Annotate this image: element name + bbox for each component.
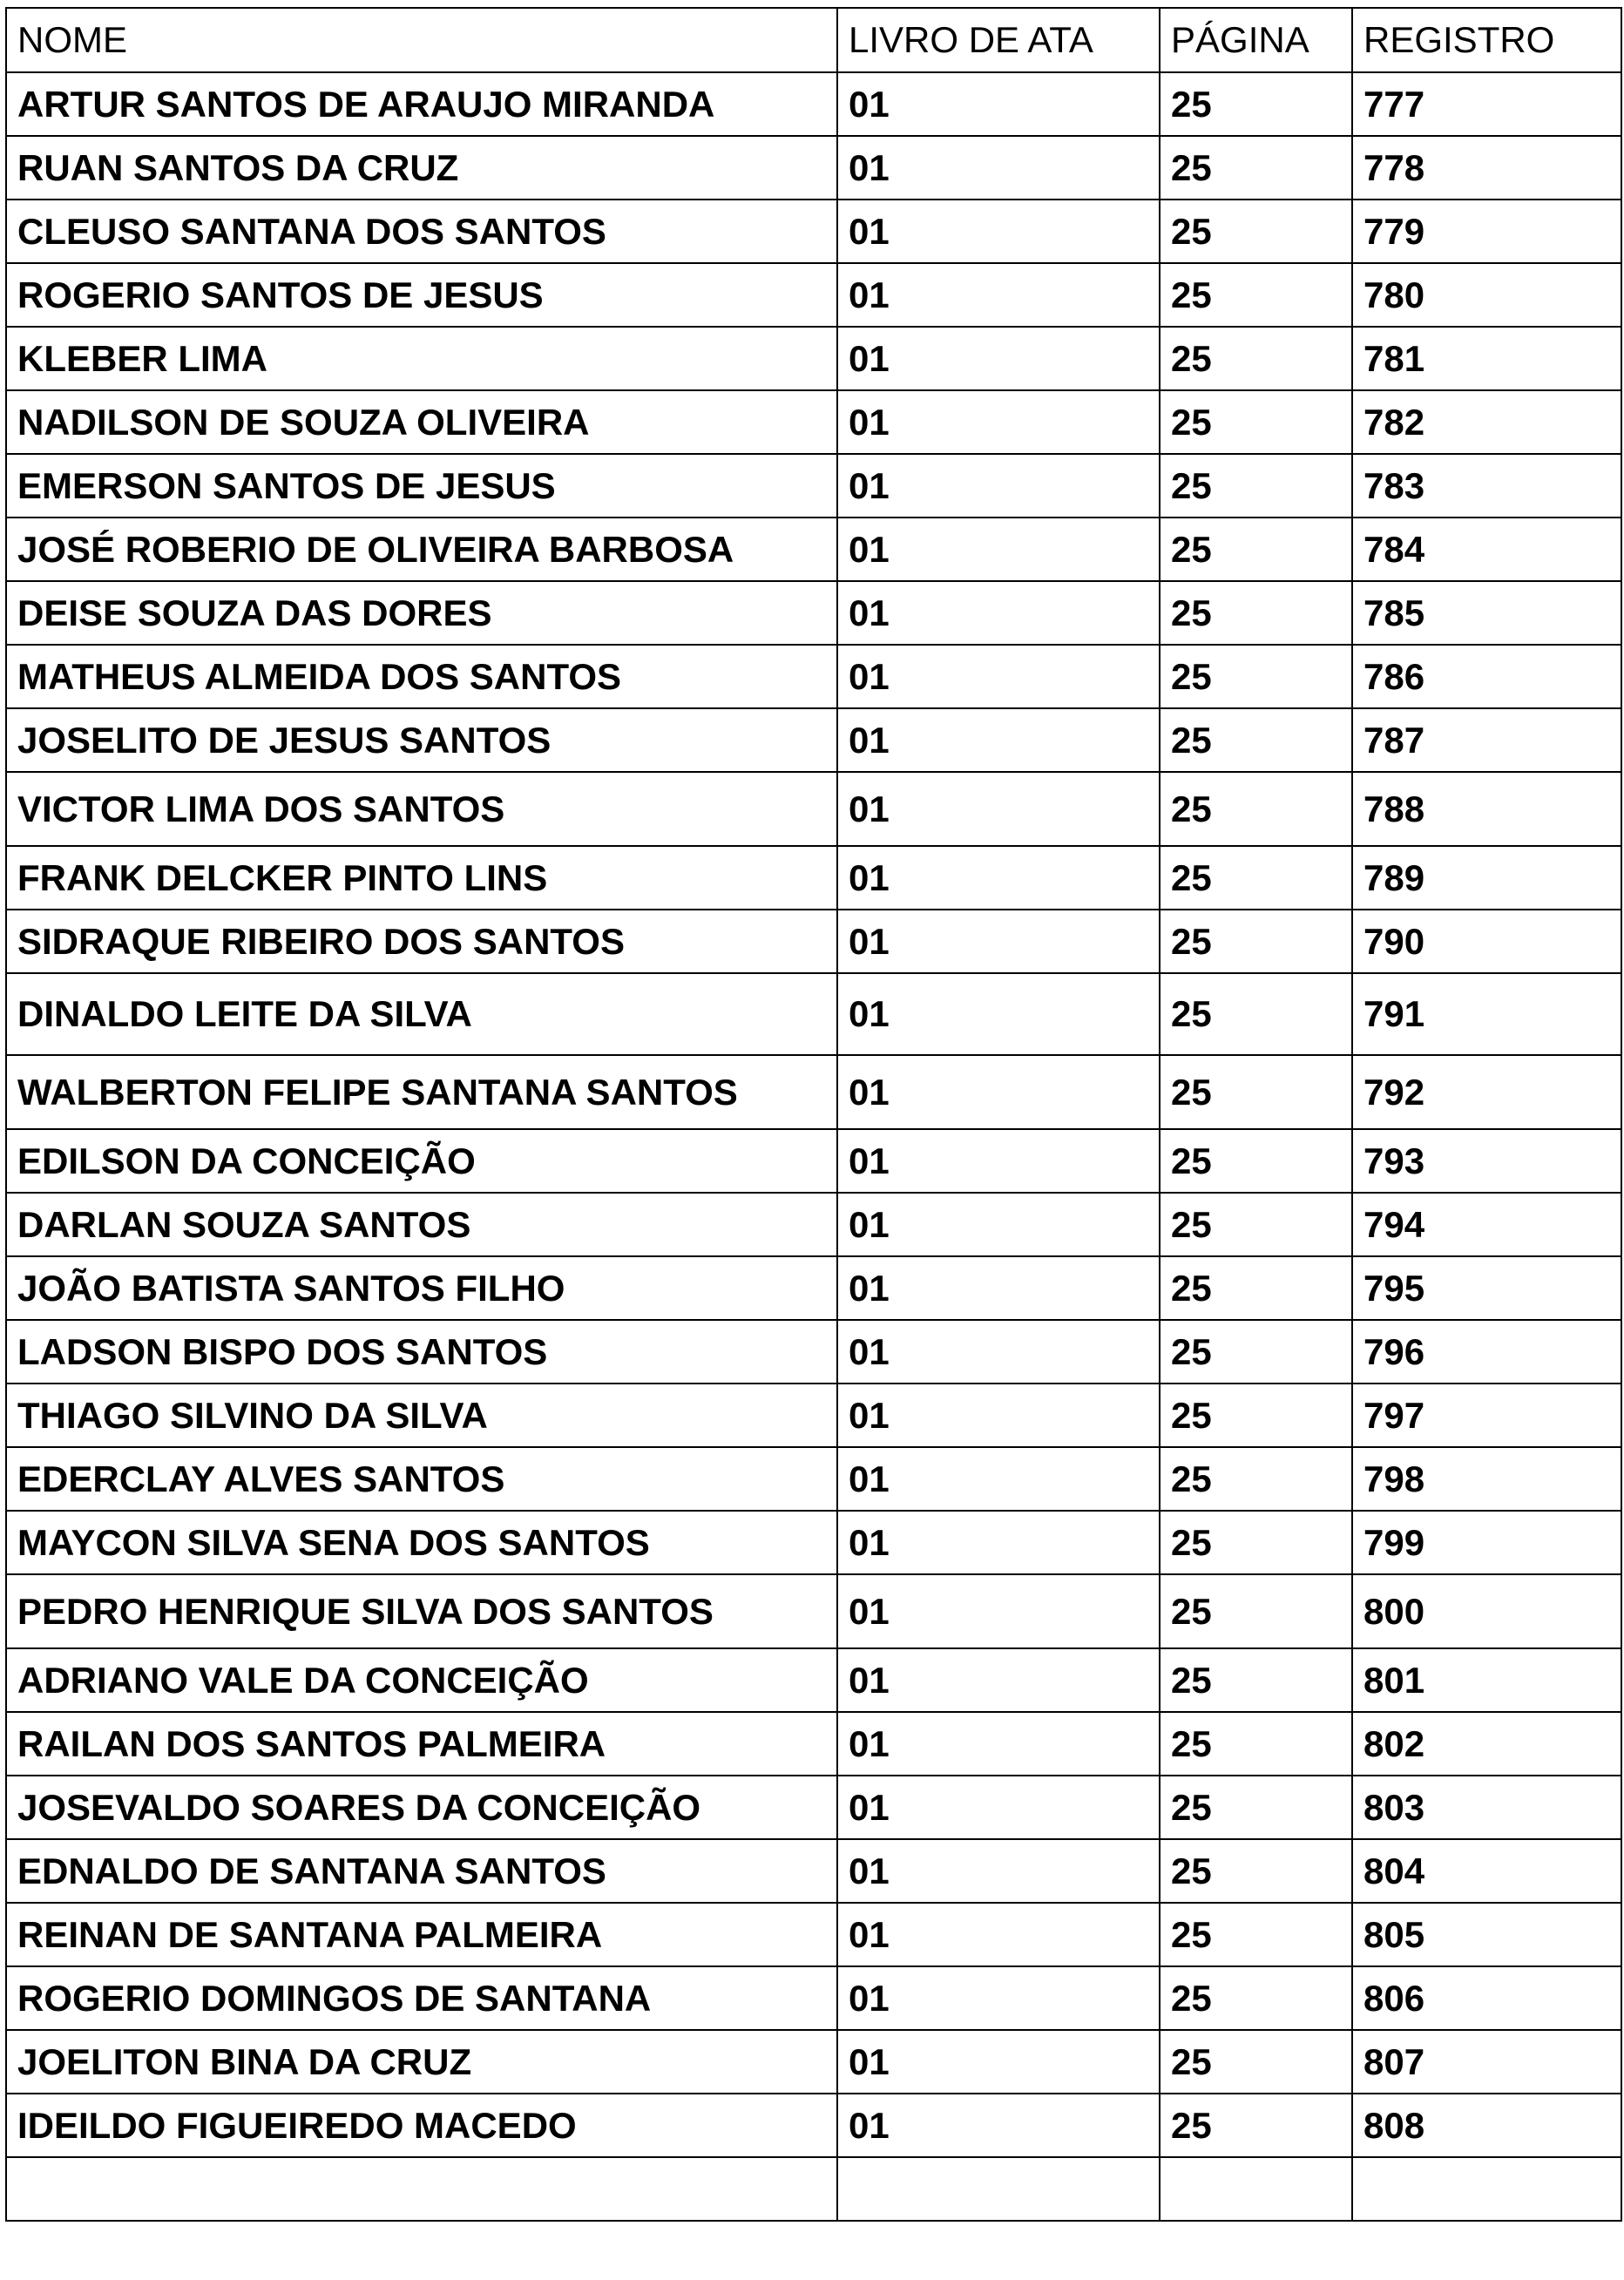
table-row [6,1129,1621,1193]
cell-registro: 787 [1352,708,1621,772]
cell-nome: LADSON BISPO DOS SANTOS [6,1320,837,1384]
cell-nome: IDEILDO FIGUEIREDO MACEDO [6,2094,837,2157]
table-row [6,1966,1621,2030]
cell-livro: 01 [837,910,1160,973]
cell-registro: 780 [1352,263,1621,327]
cell-pagina: 25 [1160,1574,1352,1648]
header-livro-de-ata: LIVRO DE ATA [837,8,1160,72]
table-row [6,2094,1621,2157]
cell-nome: ARTUR SANTOS DE ARAUJO MIRANDA [6,72,837,136]
table-row [6,708,1621,772]
cell-livro: 01 [837,1712,1160,1776]
cell-registro: 784 [1352,518,1621,581]
cell-livro: 01 [837,581,1160,645]
cell-pagina: 25 [1160,708,1352,772]
cell-pagina: 25 [1160,645,1352,708]
cell-livro: 01 [837,390,1160,454]
table-row [6,1256,1621,1320]
cell-nome: THIAGO SILVINO DA SILVA [6,1384,837,1447]
cell-pagina: 25 [1160,973,1352,1055]
table-row [6,327,1621,390]
cell-livro: 01 [837,136,1160,200]
cell-nome: PEDRO HENRIQUE SILVA DOS SANTOS [6,1574,837,1648]
cell-registro: 808 [1352,2094,1621,2157]
cell-registro: 795 [1352,1256,1621,1320]
cell-registro: 791 [1352,973,1621,1055]
cell-registro: 796 [1352,1320,1621,1384]
registry-table [5,7,1622,2222]
cell-livro: 01 [837,454,1160,518]
cell-nome: DEISE SOUZA DAS DORES [6,581,837,645]
header-pagina: PÁGINA [1160,8,1352,72]
cell-nome: CLEUSO SANTANA DOS SANTOS [6,200,837,263]
table-row [6,1648,1621,1712]
header-registro: REGISTRO [1352,8,1621,72]
cell-livro: 01 [837,1776,1160,1839]
cell-nome: ROGERIO SANTOS DE JESUS [6,263,837,327]
cell-livro: 01 [837,1129,1160,1193]
cell-pagina: 25 [1160,263,1352,327]
cell-registro: 806 [1352,1966,1621,2030]
cell-nome: FRANK DELCKER PINTO LINS [6,846,837,910]
cell-pagina: 25 [1160,1384,1352,1447]
table-row [6,1447,1621,1511]
cell-pagina: 25 [1160,1712,1352,1776]
cell-registro: 800 [1352,1574,1621,1648]
cell-livro: 01 [837,772,1160,846]
cell-livro: 01 [837,2094,1160,2157]
cell-pagina: 25 [1160,327,1352,390]
table-row [6,581,1621,645]
cell-nome: MAYCON SILVA SENA DOS SANTOS [6,1511,837,1574]
header-nome: NOME [6,8,837,72]
cell-livro: 01 [837,1193,1160,1256]
cell-pagina: 25 [1160,1256,1352,1320]
cell-registro: 792 [1352,1055,1621,1129]
cell-pagina: 25 [1160,1511,1352,1574]
cell-nome: JOSEVALDO SOARES DA CONCEIÇÃO [6,1776,837,1839]
cell-pagina: 25 [1160,846,1352,910]
cell-livro: 01 [837,1839,1160,1903]
cell-nome: JOSÉ ROBERIO DE OLIVEIRA BARBOSA [6,518,837,581]
table-row [6,1384,1621,1447]
cell-livro: 01 [837,327,1160,390]
table-row [6,1574,1621,1648]
cell-livro: 01 [837,1903,1160,1966]
cell-livro: 01 [837,1447,1160,1511]
cell-registro: 804 [1352,1839,1621,1903]
table-row [6,772,1621,846]
cell-registro: 777 [1352,72,1621,136]
table-row [6,136,1621,200]
cell-livro: 01 [837,1256,1160,1320]
cell-pagina: 25 [1160,910,1352,973]
cell-pagina: 25 [1160,1055,1352,1129]
cell-nome: MATHEUS ALMEIDA DOS SANTOS [6,645,837,708]
cell-livro: 01 [837,200,1160,263]
cell-livro: 01 [837,846,1160,910]
cell-nome: SIDRAQUE RIBEIRO DOS SANTOS [6,910,837,973]
cell-pagina: 25 [1160,1903,1352,1966]
cell-registro: 793 [1352,1129,1621,1193]
cell-registro: 803 [1352,1776,1621,1839]
table-row [6,2157,1621,2221]
cell-nome: EDILSON DA CONCEIÇÃO [6,1129,837,1193]
cell-livro: 01 [837,2030,1160,2094]
cell-nome: WALBERTON FELIPE SANTANA SANTOS [6,1055,837,1129]
cell-registro: 779 [1352,200,1621,263]
cell-livro: 01 [837,1055,1160,1129]
cell-nome: DINALDO LEITE DA SILVA [6,973,837,1055]
cell-pagina: 25 [1160,1966,1352,2030]
table-row [6,72,1621,136]
cell-registro: 786 [1352,645,1621,708]
cell-nome: ADRIANO VALE DA CONCEIÇÃO [6,1648,837,1712]
cell-pagina: 25 [1160,1193,1352,1256]
table-row [6,1511,1621,1574]
cell-pagina: 25 [1160,1447,1352,1511]
cell-nome: RUAN SANTOS DA CRUZ [6,136,837,200]
cell-livro: 01 [837,645,1160,708]
table-row [6,390,1621,454]
cell-pagina: 25 [1160,72,1352,136]
table-row [6,263,1621,327]
cell-pagina: 25 [1160,1839,1352,1903]
cell-registro: 790 [1352,910,1621,973]
cell-nome: ROGERIO DOMINGOS DE SANTANA [6,1966,837,2030]
table-row [6,454,1621,518]
cell-registro: 794 [1352,1193,1621,1256]
cell-nome: EMERSON SANTOS DE JESUS [6,454,837,518]
cell-registro: 799 [1352,1511,1621,1574]
cell-pagina: 25 [1160,518,1352,581]
cell-registro: 797 [1352,1384,1621,1447]
cell-livro: 01 [837,518,1160,581]
cell-registro: 781 [1352,327,1621,390]
cell-livro: 01 [837,1384,1160,1447]
table-row [6,1320,1621,1384]
cell-registro: 783 [1352,454,1621,518]
cell-livro: 01 [837,1511,1160,1574]
cell-registro: 782 [1352,390,1621,454]
cell-pagina: 25 [1160,1648,1352,1712]
cell-nome: JOSELITO DE JESUS SANTOS [6,708,837,772]
table-row [6,1712,1621,1776]
cell-livro: 01 [837,1320,1160,1384]
table-row [6,1903,1621,1966]
cell-registro: 798 [1352,1447,1621,1511]
cell-nome: JOÃO BATISTA SANTOS FILHO [6,1256,837,1320]
table-row [6,910,1621,973]
cell-nome: EDERCLAY ALVES SANTOS [6,1447,837,1511]
cell-livro: 01 [837,1648,1160,1712]
cell-registro: 801 [1352,1648,1621,1712]
cell-pagina: 25 [1160,1320,1352,1384]
cell-registro: 778 [1352,136,1621,200]
cell-pagina: 25 [1160,390,1352,454]
cell-livro: 01 [837,1966,1160,2030]
cell-pagina: 25 [1160,454,1352,518]
cell-pagina: 25 [1160,1129,1352,1193]
cell-pagina: 25 [1160,2094,1352,2157]
cell-nome: EDNALDO DE SANTANA SANTOS [6,1839,837,1903]
cell-livro: 01 [837,72,1160,136]
cell-pagina: 25 [1160,581,1352,645]
table-row [6,1839,1621,1903]
table-row [6,1776,1621,1839]
cell-registro: 805 [1352,1903,1621,1966]
cell-nome: REINAN DE SANTANA PALMEIRA [6,1903,837,1966]
cell-nome: DARLAN SOUZA SANTOS [6,1193,837,1256]
cell-nome: RAILAN DOS SANTOS PALMEIRA [6,1712,837,1776]
cell-pagina: 25 [1160,136,1352,200]
cell-registro: 785 [1352,581,1621,645]
table-row [6,846,1621,910]
cell-livro: 01 [837,1574,1160,1648]
cell-livro: 01 [837,973,1160,1055]
cell-registro: 802 [1352,1712,1621,1776]
cell-pagina: 25 [1160,1776,1352,1839]
table-row [6,1055,1621,1129]
registry-body [6,72,1621,2221]
table-row [6,645,1621,708]
cell-pagina: 25 [1160,772,1352,846]
cell-nome [6,2157,837,2221]
cell-nome: JOELITON BINA DA CRUZ [6,2030,837,2094]
table-row [6,200,1621,263]
cell-livro: 01 [837,263,1160,327]
cell-registro: 807 [1352,2030,1621,2094]
table-row [6,1193,1621,1256]
cell-nome: NADILSON DE SOUZA OLIVEIRA [6,390,837,454]
cell-registro [1352,2157,1621,2221]
header-row [6,8,1621,72]
cell-registro: 788 [1352,772,1621,846]
table-row [6,973,1621,1055]
cell-pagina [1160,2157,1352,2221]
table-row [6,2030,1621,2094]
cell-pagina: 25 [1160,2030,1352,2094]
cell-pagina: 25 [1160,200,1352,263]
cell-livro: 01 [837,708,1160,772]
cell-registro: 789 [1352,846,1621,910]
cell-livro [837,2157,1160,2221]
cell-nome: VICTOR LIMA DOS SANTOS [6,772,837,846]
table-row [6,518,1621,581]
cell-nome: KLEBER LIMA [6,327,837,390]
